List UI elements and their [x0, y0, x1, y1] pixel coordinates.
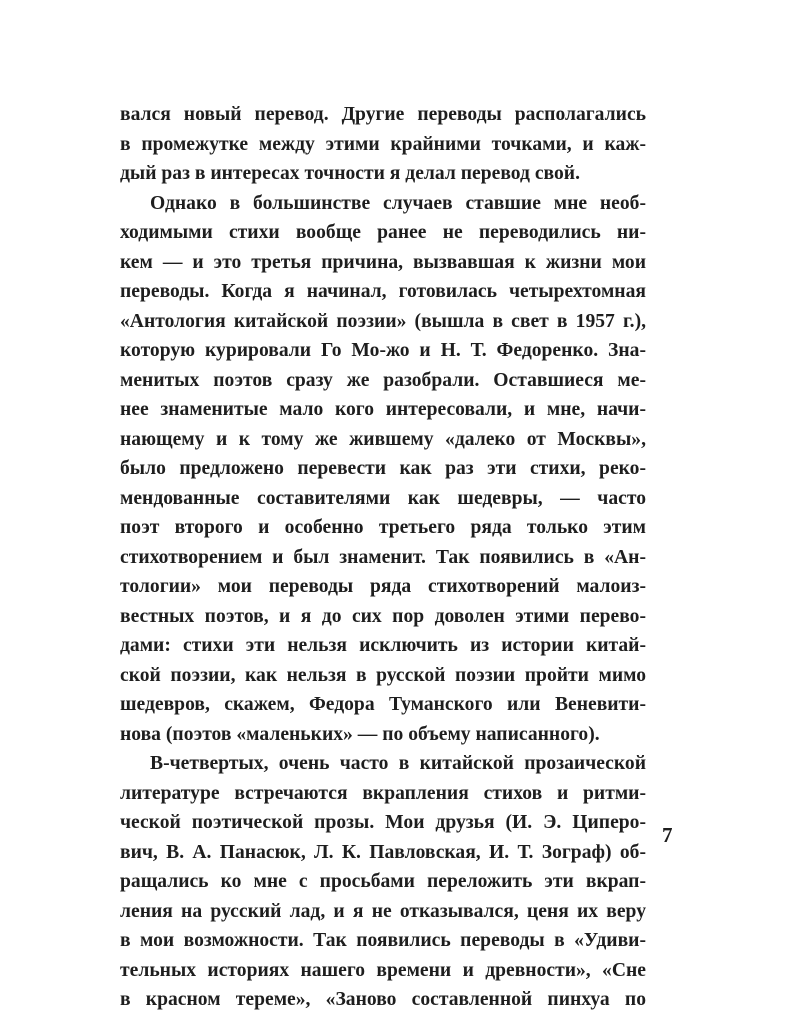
text-line: менитых поэтов сразу же разобрали. Оставшиеся ме-	[120, 369, 646, 391]
text-line: ческой поэтической прозы. Мои друзья (И. Э. Циперо-	[120, 812, 646, 833]
text-line: поэт второго и особенно третьего ряда только этим	[120, 517, 646, 538]
text-line: ходимыми стихи вообще ранее не переводились ни-	[120, 222, 646, 243]
text-line: дами: стихи эти нельзя исключить из истории китай-	[120, 635, 646, 656]
page-number: 7	[662, 823, 673, 847]
text-line: дый раз в интересах точности я делал перевод свой.	[120, 163, 580, 184]
text-line: стихотворением и был знаменит. Так появились в «Ан-	[120, 546, 646, 568]
text-line: «Антология китайской поэзии» (вышла в свет в 1957 г.),	[120, 310, 646, 332]
text-line: в промежутке между этими крайними точками, и каж-	[120, 133, 646, 155]
text-line: ращались ко мне с просьбами переложить эти вкрап-	[120, 871, 646, 892]
text-line: нающему и к тому же жившему «далеко от Москвы»,	[120, 428, 646, 450]
text-line: нова (поэтов «маленьких» — по объему написанного).	[120, 723, 600, 745]
text-line: вич, В. А. Панасюк, Л. К. Павловская, И. Т. Зограф) об-	[120, 841, 646, 863]
body-text	[120, 100, 646, 1015]
text-line: ления на русский лад, и я не отказывался, ценя их веру	[120, 900, 646, 922]
text-line: в мои возможности. Так появились переводы в «Удиви-	[120, 930, 646, 951]
paragraph-start-line: В-четвертых, очень часто в китайской прозаической	[150, 753, 646, 774]
text-line: в красном тереме», «Заново составленной пинхуа по	[120, 989, 646, 1010]
text-line: мендованные составителями как шедевры, — часто	[120, 487, 646, 509]
text-line: нее знаменитые мало кого интересовали, и мне, начи-	[120, 399, 646, 420]
paragraph-start-line: Однако в большинстве случаев ставшие мне необ-	[150, 192, 646, 214]
text-line: которую курировали Го Мо-жо и Н. Т. Федоренко. Зна-	[120, 340, 646, 361]
text-line: тологии» мои переводы ряда стихотворений малоиз-	[120, 576, 646, 597]
text-line: переводы. Когда я начинал, готовилась четырехтомная	[120, 281, 646, 302]
text-line: вестных поэтов, и я до сих пор доволен этими перево-	[120, 605, 646, 627]
text-line: литературе встречаются вкрапления стихов и ритми-	[120, 782, 646, 804]
text-line: шедевров, скажем, Федора Туманского или Веневити-	[120, 694, 646, 715]
text-line: тельных историях нашего времени и древности», «Сне	[120, 959, 646, 981]
text-line: вался новый перевод. Другие переводы располагались	[120, 104, 646, 125]
text-line: ской поэзии, как нельзя в русской поэзии пройти мимо	[120, 664, 646, 686]
text-line: было предложено перевести как раз эти стихи, реко-	[120, 458, 646, 479]
text-line: кем — и это третья причина, вызвавшая к жизни мои	[120, 251, 646, 273]
